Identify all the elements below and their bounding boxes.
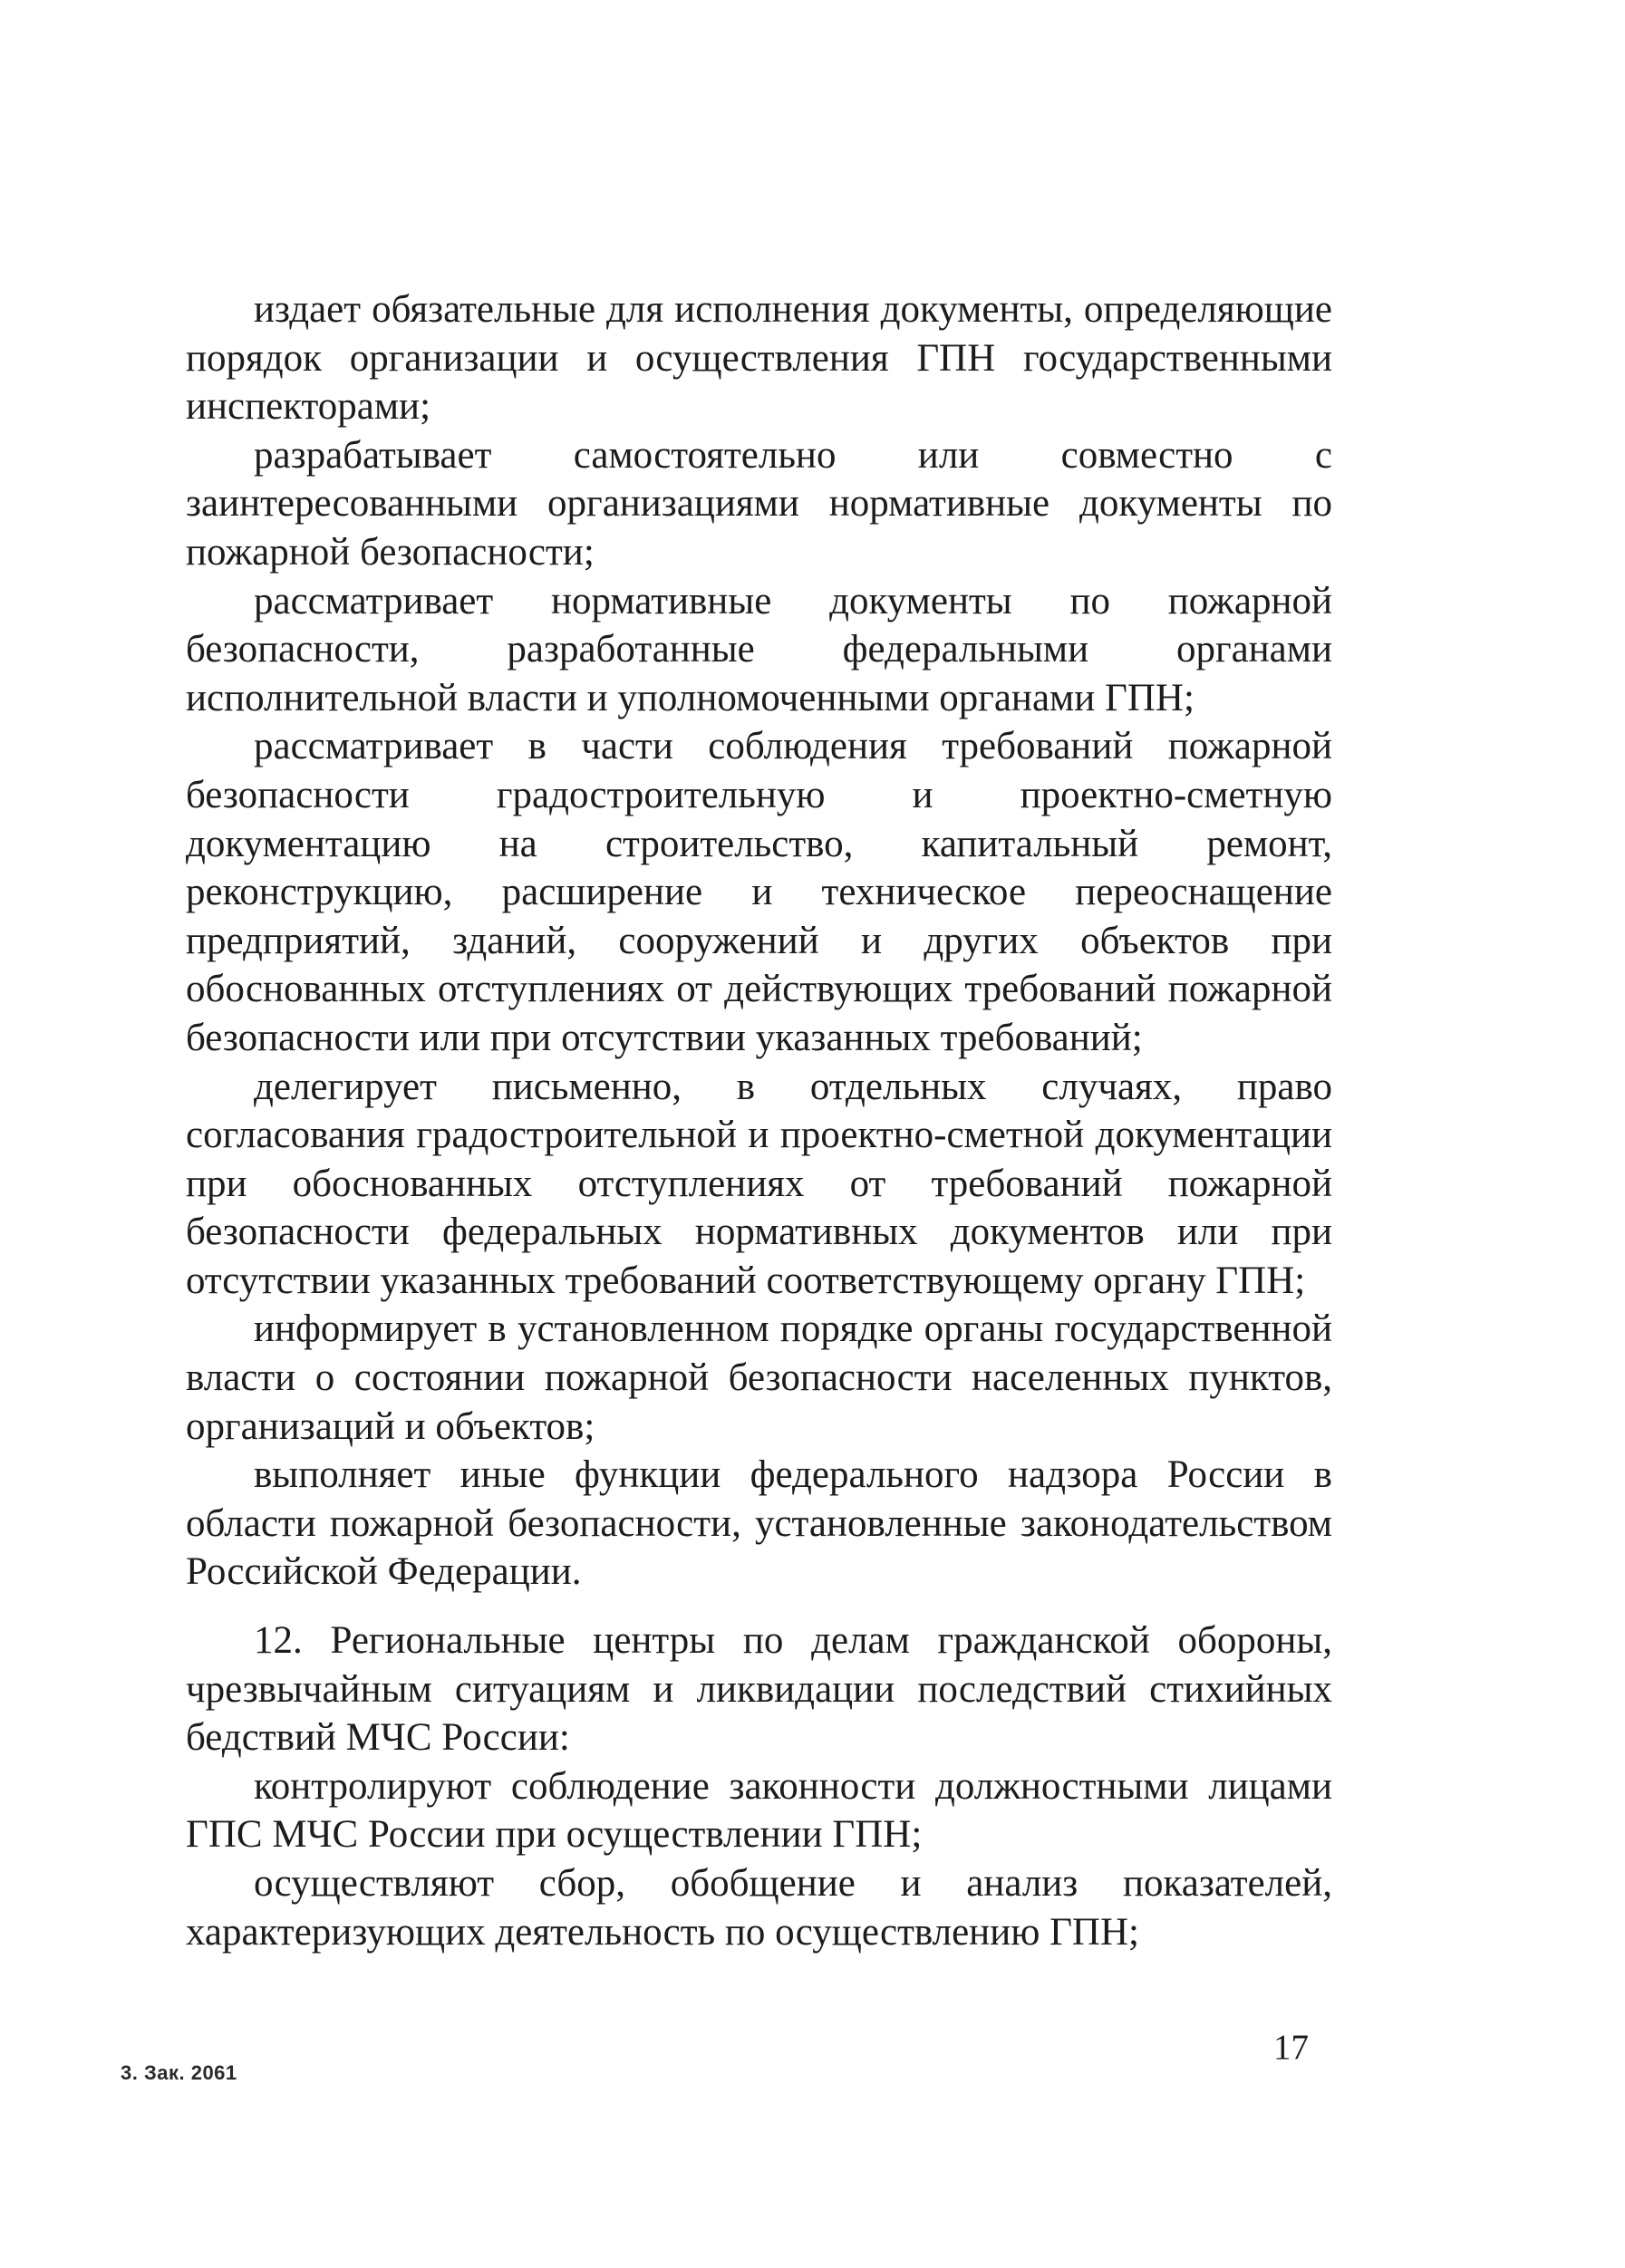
paragraph: информирует в установленном порядке органы государственной власти о состоянии пожарной безопасности населенных пунктов, организаций и объектов; — [186, 1308, 1332, 1448]
body-text — [186, 285, 1332, 1956]
paragraph: контролируют соблюдение законности должностными лицами ГПС МЧС России при осуществлении ГПН; — [186, 1764, 1332, 1857]
section-12-heading-paragraph: 12. Региональные центры по делам гражданской обороны, чрезвычайным ситуациям и ликвидации последствий стихийных бедствий МЧС России: — [186, 1619, 1332, 1760]
paragraph: рассматривает нормативные документы по пожарной безопасности, разработанные федеральными органами исполнительной власти и уполномоченными органами ГПН; — [186, 579, 1332, 719]
paragraph: делегирует письменно, в отдельных случаях, право согласования градостроительной и проектно-сметной документации при обоснованных отступлениях от требований пожарной безопасности федеральных нормативных документов или при отсутствии указанных требований соответствующему органу ГПН; — [186, 1065, 1332, 1302]
paragraph: разрабатывает самостоятельно или совместно с заинтересованными организациями нормативные документы по пожарной безопасности; — [186, 433, 1332, 574]
paragraph: рассматривает в части соблюдения требований пожарной безопасности градостроительную и проектно-сметную документацию на строительство, капитальный ремонт, реконструкцию, расширение и техническое переоснащение предприятий, зданий, сооружений и других объектов при обоснованных отступлениях от действующих требований пожарной безопасности или при отсутствии указанных требований; — [186, 725, 1332, 1059]
page-number: 17 — [1273, 2028, 1309, 2067]
paragraph: издает обязательные для исполнения документы, определяющие порядок организации и осуществления ГПН государственными инспекторами; — [186, 288, 1332, 429]
paragraph: выполняет иные функции федерального надзора России в области пожарной безопасности, установленные законодательством Российской Федерации. — [186, 1453, 1332, 1594]
footer-imprint: 3. Зак. 2061 — [121, 2061, 237, 2084]
paragraph: осуществляют сбор, обобщение и анализ показателей, характеризующих деятельность по осуществлению ГПН; — [186, 1862, 1332, 1954]
